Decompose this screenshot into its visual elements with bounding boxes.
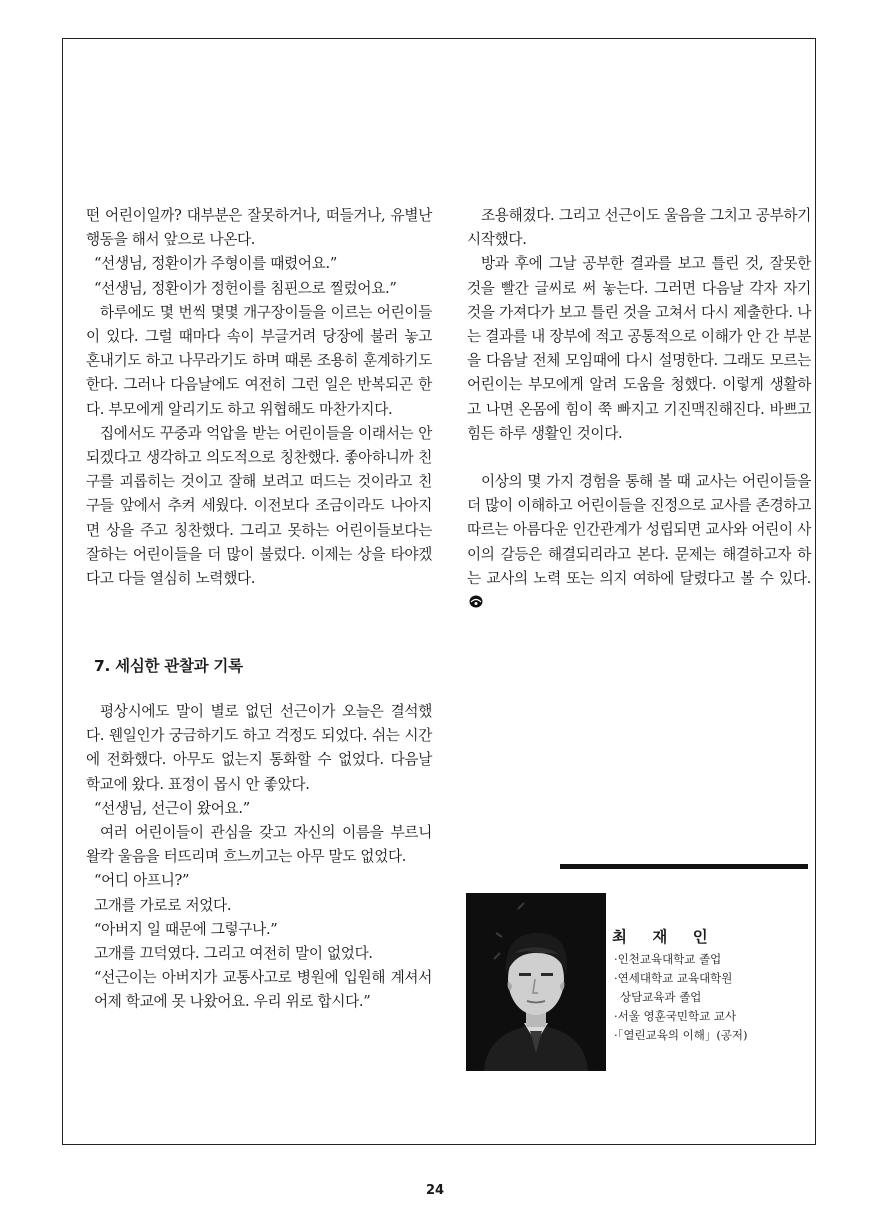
quote-line: 고개를 끄덕였다. 그리고 여전히 말이 없었다. xyxy=(94,945,373,963)
quote-line: 고개를 가로로 저었다. xyxy=(94,896,232,914)
author-photo xyxy=(466,893,606,1071)
quote-line: “선근이는 아버지가 교통사고로 병원에 입원해 계셔서 어제 학교에 못 나왔어요. 우리 위로 합시다.” xyxy=(94,969,432,1011)
author-name: 최 재 인 xyxy=(612,927,718,946)
portrait-image xyxy=(466,893,606,1071)
left-column xyxy=(86,204,432,591)
paragraph: 조용해졌다. 그리고 선근이도 울음을 그치고 공부하기 시작했다. xyxy=(467,207,811,249)
bio-line: 상담교육과 졸업 xyxy=(620,990,702,1004)
right-column xyxy=(467,204,811,615)
author-bio xyxy=(612,927,748,1045)
bio-line: ·「열린교육의 이해」(공저) xyxy=(614,1028,748,1042)
left-column-section-7 xyxy=(86,700,432,1015)
divider-rule xyxy=(560,864,808,869)
quote-line: “선생님, 정환이가 정헌이를 침핀으로 찔렀어요.” xyxy=(94,279,397,297)
section-heading: 7. 세심한 관찰과 기록 xyxy=(94,657,243,675)
quote-line: “아버지 일 때문에 그렇구나.” xyxy=(94,920,278,938)
end-mark-icon xyxy=(469,595,483,608)
paragraph: 방과 후에 그날 공부한 결과를 보고 틀린 것, 잘못한 것을 빨간 글씨로 써 놓는다. 그러면 다음날 각자 자기 것을 가져다가 보고 틀린 것을 고쳐서 다시 제출한다. 나는 결과를 내 장부에 적고 공통적으로 이해가 안 간 부분을 다음날 전체 모임때에 다시 설명한다. 그래도 모르는 어린이는 부모에게 알려 도움을 청했다. 이렇게 생활하고 나면 온몸에 힘이 쭉 빠지고 기진맥진해진다. 바쁘고 힘든 하루 생활인 것이다. xyxy=(467,255,811,442)
paragraph: 집에서도 꾸중과 억압을 받는 어린이들을 이래서는 안 되겠다고 생각하고 의도적으로 칭찬했다. 좋아하니까 친구를 괴롭히는 것이고 잘해 보려고 떠드는 것이라고 친구들 앞에서 추켜 세웠다. 이전보다 조금이라도 나아지면 상을 주고 칭찬했다. 그리고 못하는 어린이들보다는 잘하는 어린이들을 더 많이 불렀다. 이제는 상을 타야겠다고 다들 열심히 노력했다. xyxy=(86,424,432,588)
paragraph: 떤 어린이일까? 대부분은 잘못하거나, 떠들거나, 유별난 행동을 해서 앞으로 나온다. xyxy=(86,207,432,249)
bio-line: ·연세대학교 교육대학원 xyxy=(614,971,733,985)
bio-line: ·서울 영훈국민학교 교사 xyxy=(614,1009,737,1023)
quote-line: “어디 아프니?” xyxy=(94,872,190,890)
quote-line: “선생님, 정환이가 주형이를 때렸어요.” xyxy=(94,255,337,273)
paragraph: 하루에도 몇 번씩 몇몇 개구장이들을 이르는 어린이들이 있다. 그럴 때마다 속이 부글거려 당장에 불러 놓고 혼내기도 하고 나무라기도 하며 때론 조용히 훈계하기도 한다. 그러나 다음날에도 여전히 그런 일은 반복되곤 한다. 부모에게 알리기도 하고 위협해도 마찬가지다. xyxy=(86,303,432,418)
page-number: 24 xyxy=(425,1183,445,1198)
bio-line: ·인천교육대학교 졸업 xyxy=(614,952,722,966)
conclusion-paragraph xyxy=(467,470,811,615)
quote-line: “선생님, 선근이 왔어요.” xyxy=(94,799,250,817)
conclusion-text: 이상의 몇 가지 경험을 통해 볼 때 교사는 어린이들을 더 많이 이해하고 어린이들을 진정으로 교사를 존경하고 따르는 아름다운 인간관계가 성립되면 교사와 어린이 사이의 갈등은 해결되리라고 본다. 문제는 해결하고자 하는 교사의 노력 또는 의지 여하에 달렸다고 볼 수 있다. xyxy=(467,473,811,587)
paragraph: 평상시에도 말이 별로 없던 선근이가 오늘은 결석했다. 웬일인가 궁금하기도 하고 걱정도 되었다. 쉬는 시간에 전화했다. 아무도 없는지 통화할 수 없었다. 다음날 학교에 왔다. 표정이 몹시 안 좋았다. xyxy=(86,703,432,793)
paragraph: 여러 어린이들이 관심을 갖고 자신의 이름을 부르니 왈칵 울음을 터뜨리며 흐느끼고는 아무 말도 없었다. xyxy=(86,824,432,866)
paragraph-gap xyxy=(467,446,811,470)
